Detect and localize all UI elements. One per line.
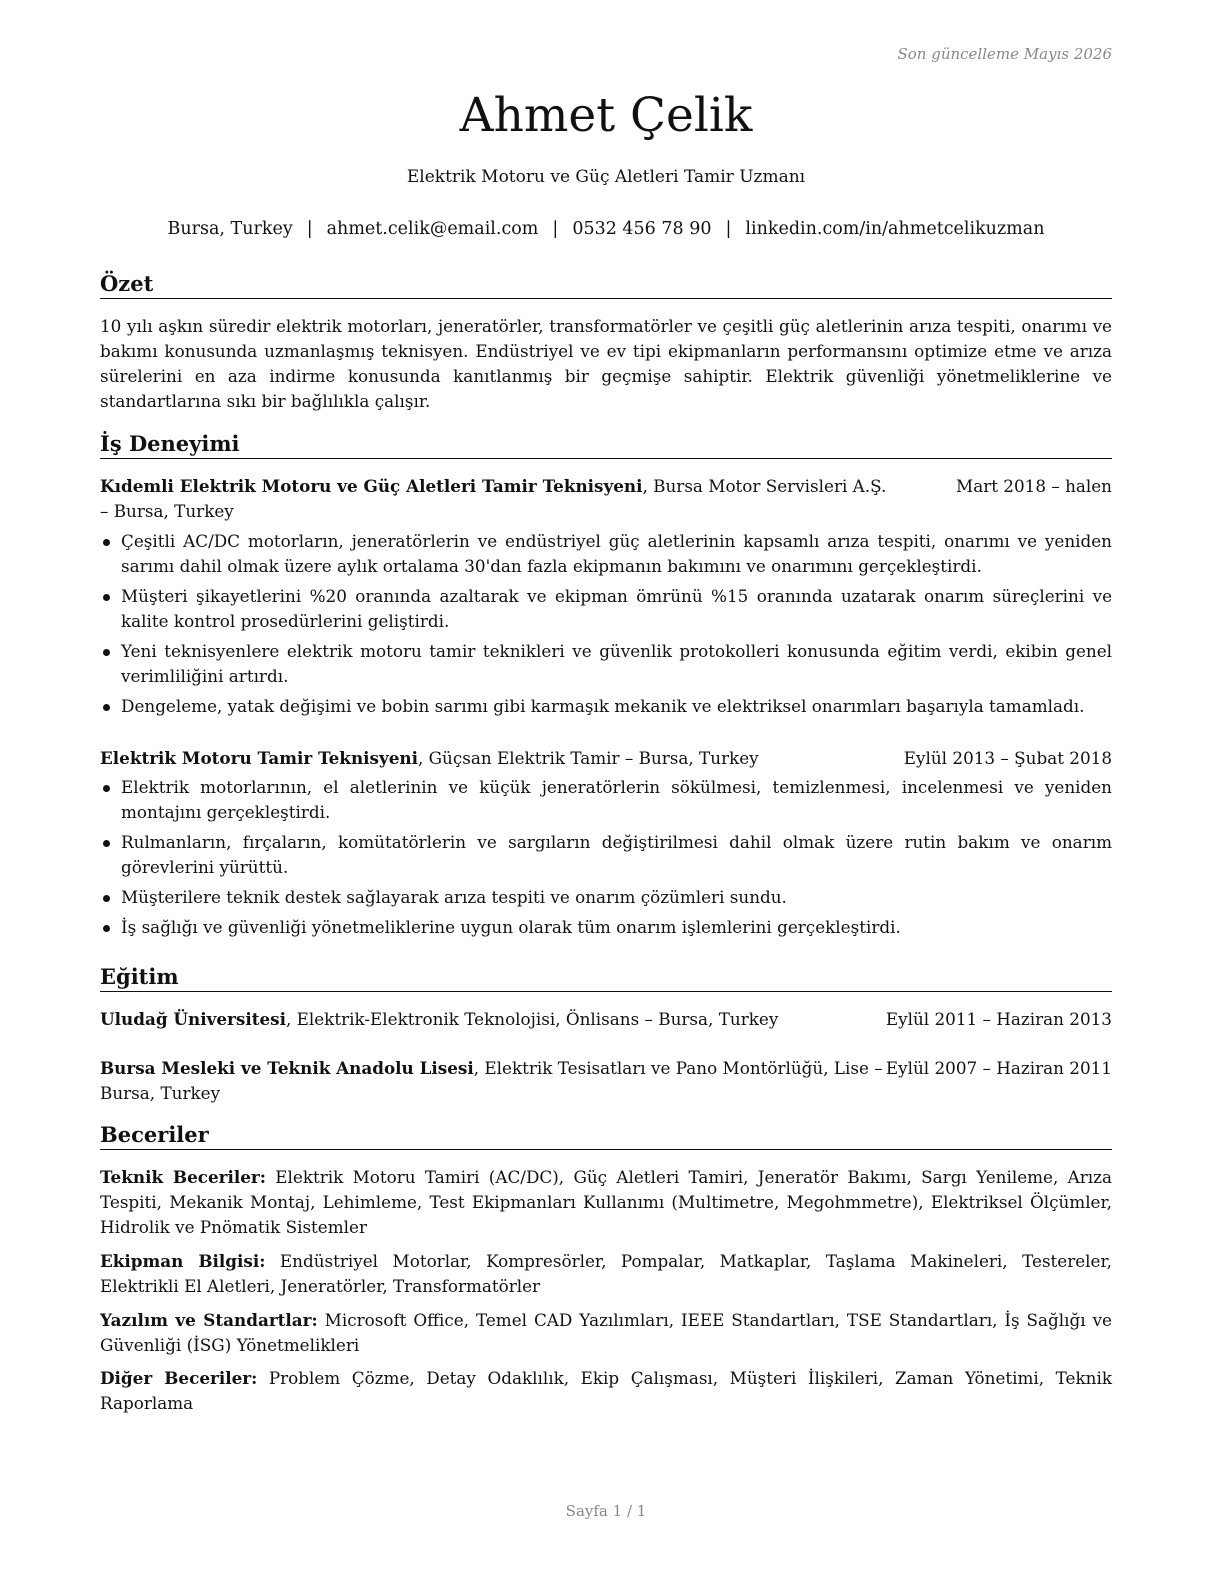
- summary-text: 10 yılı aşkın süredir elektrik motorları, jeneratörler, transformatörler ve çeşitli güç aletlerinin arıza tespiti, onarımı ve bakımı konusunda uzmanlaşmış teknisyen. Endüstriyel ve ev tipi ekipmanların performansını optimize etme ve arıza sürelerini en aza indirme konusunda kanıtlanmış bir geçmişe sahiptir. Elektrik güvenliği yönetmeliklerine ve standartlarına sıkı bir bağlılıkla çalışır.: [100, 316, 1112, 411]
- resume-page: [100, 0, 1112, 1584]
- job-bullets: [100, 529, 1112, 724]
- skill-text: Microsoft Office, Temel CAD Yazılımları, IEEE Standartları, TSE Standartları, İş Sağlığı ve Güvenliği (İSG) Yönetmelikleri: [100, 1310, 1112, 1355]
- education-entry: [100, 1056, 1112, 1106]
- education-detail: , Elektrik-Elektronik Teknolojisi, Önlisans – Bursa, Turkey: [285, 1009, 779, 1029]
- skill-text: Problem Çözme, Detay Odaklılık, Ekip Çalışması, Müşteri İlişkileri, Zaman Yönetimi, Teknik Raporlama: [100, 1368, 1112, 1413]
- page-number: Sayfa 1 / 1: [565, 1502, 647, 1520]
- skill-group: [100, 1308, 1112, 1358]
- job-role: Elektrik Motoru Tamir Teknisyeni: [100, 748, 418, 768]
- skill-label: Diğer Beceriler:: [100, 1368, 258, 1388]
- job-company: , Güçsan Elektrik Tamir – Bursa, Turkey: [417, 748, 759, 768]
- education-school: Uludağ Üniversitesi: [100, 1009, 286, 1029]
- skill-label: Yazılım ve Standartlar:: [100, 1310, 318, 1330]
- job-header: [100, 474, 1112, 524]
- list-item: Rulmanların, fırçaların, komütatörlerin ve sargıların değiştirilmesi dahil olmak üzere rutin bakım ve onarım görevlerini yürüttü.: [100, 830, 1112, 880]
- contact-line: [100, 219, 1112, 239]
- skill-group: [100, 1249, 1112, 1299]
- education-school: Bursa Mesleki ve Teknik Anadolu Lisesi: [100, 1058, 474, 1078]
- list-item: Müşteri şikayetlerini %20 oranında azaltarak ve ekipman ömrünü %15 oranında uzatarak onarım süreçlerini ve kalite kontrol prosedürlerini geliştirdi.: [100, 584, 1112, 634]
- contact-email[interactable]: ahmet.celik@email.com: [326, 219, 539, 239]
- contact-separator: |: [552, 219, 559, 239]
- job-company: , Bursa Motor Servisleri A.Ş.: [642, 476, 887, 496]
- education-location: Bursa, Turkey: [100, 1083, 221, 1103]
- education-entry: [100, 1007, 1112, 1032]
- section-title-skills: Beceriler: [100, 1122, 1112, 1150]
- skill-label: Teknik Beceriler:: [100, 1167, 266, 1187]
- list-item: Çeşitli AC/DC motorların, jeneratörlerin ve endüstriyel güç aletlerinin kapsamlı arıza tespiti, onarımı ve yeniden sarımı dahil olmak üzere aylık ortalama 30'dan fazla ekipmanın bakımını ve onarımını gerçekleştirdi.: [100, 529, 1112, 579]
- contact-linkedin[interactable]: linkedin.com/in/ahmetcelikuzman: [745, 219, 1045, 239]
- contact-separator: |: [306, 219, 313, 239]
- section-title-summary: Özet: [100, 271, 1112, 299]
- contact-phone: 0532 456 78 90: [572, 219, 712, 239]
- skill-group: [100, 1165, 1112, 1240]
- skill-text: Endüstriyel Motorlar, Kompresörler, Pompalar, Matkaplar, Taşlama Makineleri, Testereler, Elektrikli El Aletleri, Jeneratörler, Transformatörler: [100, 1251, 1112, 1296]
- skill-group: [100, 1366, 1112, 1416]
- contact-separator: |: [725, 219, 732, 239]
- job-bullets: [100, 775, 1112, 945]
- job-role: Kıdemli Elektrik Motoru ve Güç Aletleri Tamir Teknisyeni: [100, 476, 643, 496]
- section-title-education: Eğitim: [100, 964, 1112, 992]
- candidate-name: Ahmet Çelik: [459, 88, 753, 143]
- list-item: Elektrik motorlarının, el aletlerinin ve küçük jeneratörlerin sökülmesi, temizlenmesi, incelenmesi ve yeniden montajını gerçekleştirdi.: [100, 775, 1112, 825]
- list-item: Yeni teknisyenlere elektrik motoru tamir teknikleri ve güvenlik protokolleri konusunda eğitim verdi, ekibin genel verimliliğini artırdı.: [100, 639, 1112, 689]
- job-date: Mart 2018 – halen: [956, 476, 1112, 496]
- candidate-headline: Elektrik Motoru ve Güç Aletleri Tamir Uzmanı: [406, 167, 806, 187]
- job-header: [100, 746, 1112, 771]
- contact-location: Bursa, Turkey: [167, 219, 293, 239]
- education-date: Eylül 2007 – Haziran 2011: [885, 1058, 1112, 1078]
- education-detail: , Elektrik Tesisatları ve Pano Montörlüğü, Lise –: [473, 1058, 883, 1078]
- job-location: – Bursa, Turkey: [100, 501, 234, 521]
- last-updated: Son güncelleme Mayıs 2026: [897, 45, 1112, 63]
- section-title-experience: İş Deneyimi: [100, 431, 1112, 459]
- list-item: Müşterilere teknik destek sağlayarak arıza tespiti ve onarım çözümleri sundu.: [100, 885, 1112, 910]
- education-date: Eylül 2011 – Haziran 2013: [885, 1009, 1112, 1029]
- list-item: İş sağlığı ve güvenliği yönetmeliklerine uygun olarak tüm onarım işlemlerini gerçekleştirdi.: [100, 915, 1112, 940]
- skill-label: Ekipman Bilgisi:: [100, 1251, 266, 1271]
- job-date: Eylül 2013 – Şubat 2018: [903, 748, 1112, 768]
- list-item: Dengeleme, yatak değişimi ve bobin sarımı gibi karmaşık mekanik ve elektriksel onarımları başarıyla tamamladı.: [100, 694, 1112, 719]
- skill-text: Elektrik Motoru Tamiri (AC/DC), Güç Aletleri Tamiri, Jeneratör Bakımı, Sargı Yenileme, Arıza Tespiti, Mekanik Montaj, Lehimleme, Test Ekipmanları Kullanımı (Multimetre, Megohmmetre), Elektriksel Ölçümler, Hidrolik ve Pnömatik Sistemler: [100, 1167, 1112, 1237]
